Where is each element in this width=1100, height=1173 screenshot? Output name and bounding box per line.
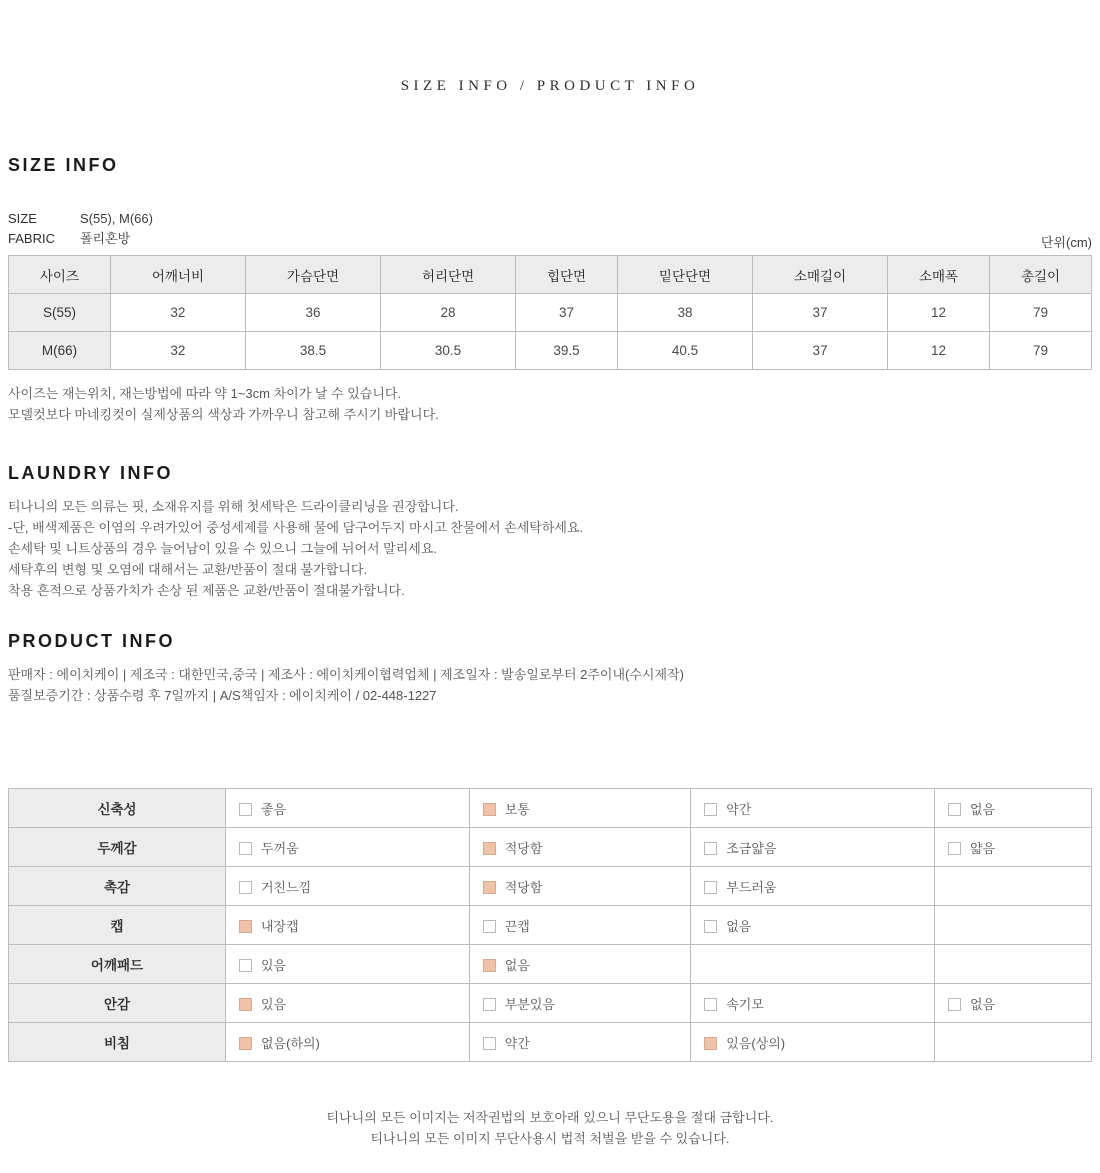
meta-value-size: S(55), M(66) (80, 211, 153, 226)
attribute-option-label: 없음 (969, 801, 996, 817)
size-table-cell: 39.5 (516, 332, 618, 370)
meta-row-size (8, 209, 1092, 229)
checkbox-unchecked-icon (483, 920, 496, 933)
meta-value-fabric: 폴리혼방 (80, 231, 131, 246)
text-line: 착용 흔적으로 상품가치가 손상 된 제품은 교환/반품이 절대불가합니다. (8, 583, 405, 598)
text-line: 손세탁 및 니트상품의 경우 늘어남이 있을 수 있으니 그늘에 뉘어서 말리세요. (8, 541, 438, 556)
attribute-option-cell (469, 867, 691, 906)
attribute-option-label: 적당함 (504, 879, 543, 895)
attribute-option-label: 조금얇음 (726, 840, 777, 856)
size-table-cell: 79 (990, 294, 1092, 332)
checkbox-checked-icon (483, 959, 496, 972)
laundry-lines (8, 496, 1092, 601)
checkbox-checked-icon (483, 881, 496, 894)
size-table-header (9, 256, 1092, 294)
size-table-cell: 12 (888, 294, 990, 332)
size-table-column-header: 소매폭 (888, 256, 990, 294)
attribute-option-cell (691, 906, 935, 945)
text-line: 세탁후의 변형 및 오염에 대해서는 교환/반품이 절대 불가합니다. (8, 562, 368, 577)
size-table-column-header: 가슴단면 (245, 256, 380, 294)
text-line: 판매자 : 에이치케이 | 제조국 : 대한민국,중국 | 제조사 : 에이치케이협력업체 | 제조일자 : 발송일로부터 2주이내(수시제작) (8, 667, 684, 682)
size-info-heading: SIZE INFO (8, 155, 119, 175)
text-line: 품질보증기간 : 상품수령 후 7일까지 | A/S책임자 : 에이치케이 / 02-448-1227 (8, 688, 437, 703)
footer-line: 티나니의 모든 이미지는 저작권법의 보호아래 있으니 무단도용을 절대 금합니다. (326, 1110, 774, 1125)
attribute-option-cell (226, 906, 470, 945)
attribute-option-cell (691, 828, 935, 867)
attribute-option-label: 거친느낌 (261, 879, 312, 895)
attributes-table (8, 788, 1092, 1062)
size-table-column-header: 힙단면 (516, 256, 618, 294)
attribute-option-cell (934, 828, 1091, 867)
footer-notice (8, 1107, 1092, 1149)
page-title: SIZE INFO / PRODUCT INFO (400, 78, 700, 94)
size-table-cell: 12 (888, 332, 990, 370)
checkbox-unchecked-icon (704, 842, 717, 855)
checkbox-unchecked-icon (704, 998, 717, 1011)
checkbox-unchecked-icon (239, 842, 252, 855)
size-table-body (9, 294, 1092, 370)
attribute-label: 두께감 (9, 828, 226, 867)
attribute-row (9, 906, 1092, 945)
laundry-info-heading: LAUNDRY INFO (8, 463, 173, 483)
attribute-option-label: 약간 (504, 1035, 530, 1051)
attribute-option-label: 내장캡 (261, 918, 299, 934)
attribute-label: 어깨패드 (9, 945, 226, 984)
checkbox-checked-icon (239, 998, 252, 1011)
size-table-cell: 40.5 (617, 332, 752, 370)
attribute-option-cell (934, 945, 1091, 984)
attribute-option-label: 있음(상의) (726, 1035, 786, 1051)
attribute-option-label: 없음 (726, 918, 752, 934)
size-table-column-header: 총길이 (990, 256, 1092, 294)
checkbox-unchecked-icon (948, 803, 961, 816)
attribute-option-label: 약간 (726, 801, 752, 817)
attribute-label: 비침 (9, 1023, 226, 1062)
attribute-option-label: 두꺼움 (261, 840, 299, 856)
checkbox-checked-icon (704, 1037, 717, 1050)
attribute-option-cell (226, 984, 470, 1023)
unit-label: 단위(cm) (1040, 235, 1092, 250)
attribute-option-cell (934, 789, 1091, 828)
attributes-table-body (9, 789, 1092, 1062)
attribute-option-cell (934, 1023, 1091, 1062)
attribute-option-cell (226, 1023, 470, 1062)
attribute-row (9, 984, 1092, 1023)
size-table-column-header: 허리단면 (381, 256, 516, 294)
attribute-option-cell (691, 1023, 935, 1062)
attribute-row (9, 1023, 1092, 1062)
size-table-cell: 32 (110, 294, 245, 332)
size-table-row-header: M(66) (9, 332, 111, 370)
size-table-cell: 36 (245, 294, 380, 332)
size-table-row (9, 294, 1092, 332)
size-table (8, 255, 1092, 370)
checkbox-unchecked-icon (704, 920, 717, 933)
attribute-label: 캡 (9, 906, 226, 945)
attribute-option-label: 부분있음 (504, 996, 555, 1012)
size-table-column-header: 소매길이 (753, 256, 888, 294)
meta-label-size: SIZE (8, 211, 37, 226)
size-notes (8, 383, 1092, 425)
size-note-line: 사이즈는 재는위치, 재는방법에 따라 약 1~3cm 차이가 날 수 있습니다. (8, 386, 402, 401)
attribute-row (9, 945, 1092, 984)
size-table-row (9, 332, 1092, 370)
size-table-column-header: 어깨너비 (110, 256, 245, 294)
attribute-option-cell (469, 1023, 691, 1062)
attribute-option-cell (469, 984, 691, 1023)
attribute-option-cell (469, 906, 691, 945)
attribute-label: 신축성 (9, 789, 226, 828)
attribute-option-label: 좋음 (261, 801, 287, 817)
attribute-option-cell (469, 945, 691, 984)
size-note-line: 모델컷보다 마네킹컷이 실제상품의 색상과 가까우니 참고해 주시기 바랍니다. (8, 407, 439, 422)
checkbox-checked-icon (239, 920, 252, 933)
checkbox-checked-icon (239, 1037, 252, 1050)
attribute-option-cell (691, 867, 935, 906)
footer-line: 티나니의 모든 이미지 무단사용시 법적 처벌을 받을 수 있습니다. (370, 1131, 730, 1146)
size-table-cell: 32 (110, 332, 245, 370)
attribute-option-label: 적당함 (504, 840, 543, 856)
checkbox-unchecked-icon (948, 998, 961, 1011)
attribute-option-label: 있음 (261, 996, 287, 1012)
attribute-label: 촉감 (9, 867, 226, 906)
product-lines (8, 664, 1092, 706)
checkbox-unchecked-icon (483, 998, 496, 1011)
checkbox-unchecked-icon (948, 842, 961, 855)
attribute-label: 안감 (9, 984, 226, 1023)
attribute-option-label: 있음 (261, 957, 287, 973)
size-table-cell: 37 (753, 294, 888, 332)
attribute-option-cell (469, 789, 691, 828)
checkbox-checked-icon (483, 803, 496, 816)
checkbox-unchecked-icon (239, 881, 252, 894)
attribute-row (9, 867, 1092, 906)
attribute-option-cell (934, 906, 1091, 945)
checkbox-unchecked-icon (239, 803, 252, 816)
attribute-option-label: 보통 (504, 801, 530, 817)
meta-label-fabric: FABRIC (8, 231, 55, 246)
size-table-column-header: 밑단단면 (617, 256, 752, 294)
attribute-option-cell (691, 984, 935, 1023)
size-table-cell: 38 (617, 294, 752, 332)
attribute-option-cell (226, 828, 470, 867)
text-line: -단, 배색제품은 이염의 우려가있어 중성세제를 사용해 물에 담구어두지 마시고 찬물에서 손세탁하세요. (8, 520, 584, 535)
attribute-option-cell (691, 789, 935, 828)
size-table-cell: 38.5 (245, 332, 380, 370)
size-meta-block (8, 209, 1092, 249)
meta-row-fabric (8, 229, 1092, 249)
checkbox-unchecked-icon (239, 959, 252, 972)
checkbox-unchecked-icon (704, 881, 717, 894)
size-table-cell: 28 (381, 294, 516, 332)
attribute-row (9, 789, 1092, 828)
attribute-option-cell (691, 945, 935, 984)
attribute-option-cell (934, 984, 1091, 1023)
attribute-option-label: 부드러움 (726, 879, 777, 895)
size-table-column-header: 사이즈 (9, 256, 111, 294)
product-info-heading: PRODUCT INFO (8, 631, 175, 651)
attribute-option-cell (226, 945, 470, 984)
attribute-option-cell (469, 828, 691, 867)
attribute-row (9, 828, 1092, 867)
attribute-option-label: 없음(하의) (261, 1035, 320, 1051)
attribute-option-cell (226, 789, 470, 828)
size-table-row-header: S(55) (9, 294, 111, 332)
attribute-option-cell (934, 867, 1091, 906)
checkbox-checked-icon (483, 842, 496, 855)
attribute-option-label: 속기모 (726, 996, 764, 1012)
attribute-option-label: 얇음 (969, 840, 996, 856)
size-table-cell: 30.5 (381, 332, 516, 370)
attribute-option-label: 끈캡 (504, 918, 530, 934)
size-table-cell: 79 (990, 332, 1092, 370)
attribute-option-cell (226, 867, 470, 906)
text-line: 티나니의 모든 의류는 핏, 소재유지를 위해 첫세탁은 드라이클리닝을 권장합니다. (8, 499, 459, 514)
checkbox-unchecked-icon (704, 803, 717, 816)
attribute-option-label: 없음 (504, 957, 530, 973)
checkbox-unchecked-icon (483, 1037, 496, 1050)
attribute-option-label: 없음 (969, 996, 996, 1012)
size-table-cell: 37 (516, 294, 618, 332)
size-table-cell: 37 (753, 332, 888, 370)
